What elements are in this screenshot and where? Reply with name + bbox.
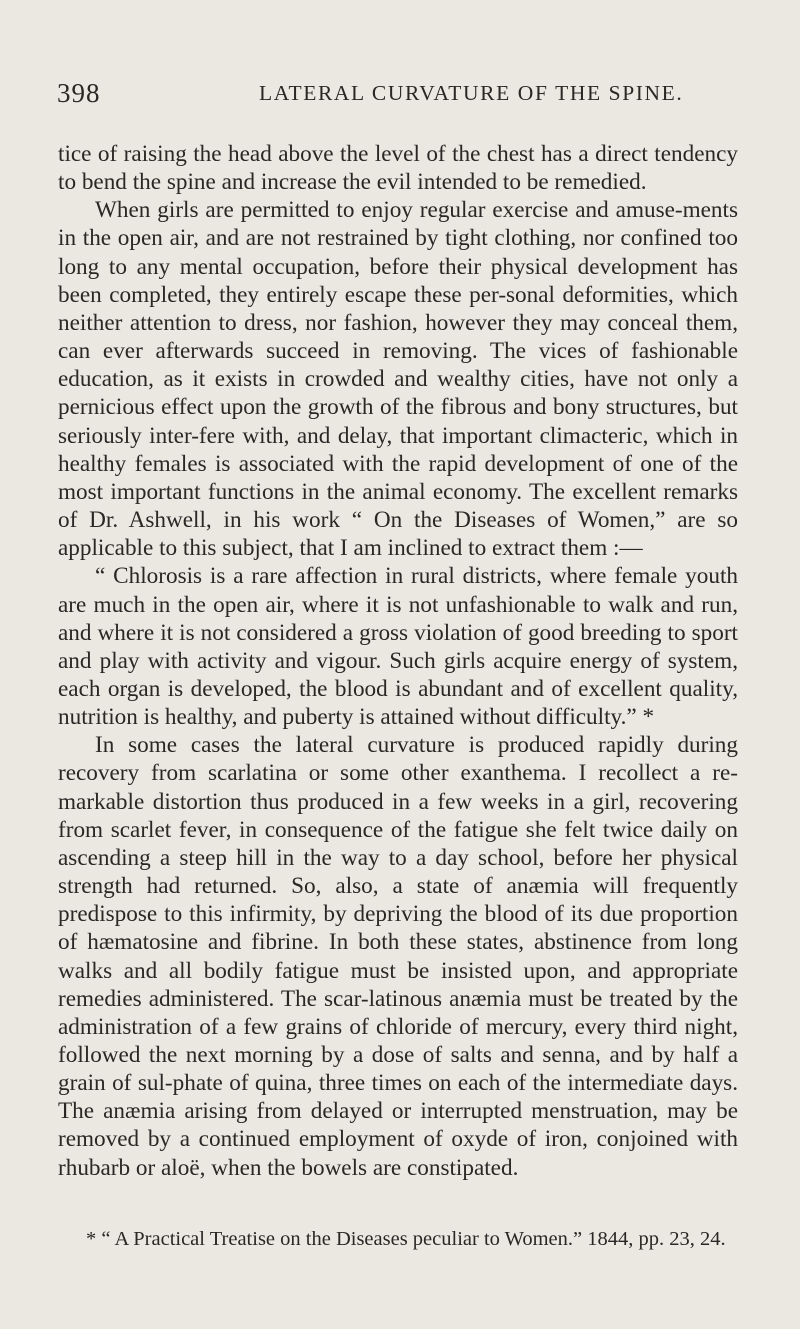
paragraph-continued: tice of raising the head above the level of the chest has a direct tendency to bend the spine and increase the evil intended to be remedied. [58,141,738,196]
paragraph-scarlatina: In some cases the lateral curvature is produced rapidly during recovery from scarlatina or some other exanthema. I recollect a re-markable distortion thus produced in a few weeks in a girl, recovering from scarlet fever, in consequence of the fatigue she felt twice daily on ascending a steep hill in the way to a day school, before her physical strength had returned. So, also, a state of anæmia will frequently predispose to this infirmity, by depriving the blood of its due proportion of hæmatosine and fibrine. In both these states, abstinence from long walks and all bodily fatigue must be insisted upon, and appropriate remedies administered. The scar-latinous anæmia must be treated by the administration of a few grains of chloride of mercury, every third night, followed the next morning by a dose of salts and senna, and by half a grain of sul-phate of quina, three times on each of the intermediate days. The anæmia arising from delayed or interrupted menstruation, may be removed by a continued employment of oxyde of iron, conjoined with rhubarb or aloë, when the bowels are constipated. [58,732,738,1181]
body-text [58,140,738,1182]
paragraph-exercise: When girls are permitted to enjoy regular exercise and amuse-ments in the open air, and are not restrained by tight clothing, nor confined too long to any mental occupation, before their physical development has been completed, they entirely escape these per-sonal deformities, which neither attention to dress, nor fashion, however they may conceal them, can ever afterwards succeed in removing. The vices of fashionable education, as it exists in crowded and wealthy cities, have not only a pernicious effect upon the growth of the fibrous and bony structures, but seriously inter-fere with, and delay, that important climacteric, which in healthy females is associated with the rapid development of one of the most important functions in the animal economy. The excellent remarks of Dr. Ashwell, in his work “ On the Diseases of Women,” are so applicable to this subject, that I am inclined to extract them :— [58,197,738,562]
footnote: * “ A Practical Treatise on the Diseases peculiar to Women.” 1844, pp. 23, 24. [86,1228,726,1250]
paragraph-quotation: “ Chlorosis is a rare affection in rural districts, where female youth are much in the open air, where it is not unfashionable to walk and run, and where it is not considered a gross violation of good breeding to sport and play with activity and vigour. Such girls acquire energy of system, each organ is developed, the blood is abundant and of excellent quality, nutrition is healthy, and puberty is attained without difficulty.” * [58,563,738,731]
page-number: 398 [57,78,101,108]
running-head [57,78,737,108]
running-title: LATERAL CURVATURE OF THE SPINE. [259,81,684,105]
